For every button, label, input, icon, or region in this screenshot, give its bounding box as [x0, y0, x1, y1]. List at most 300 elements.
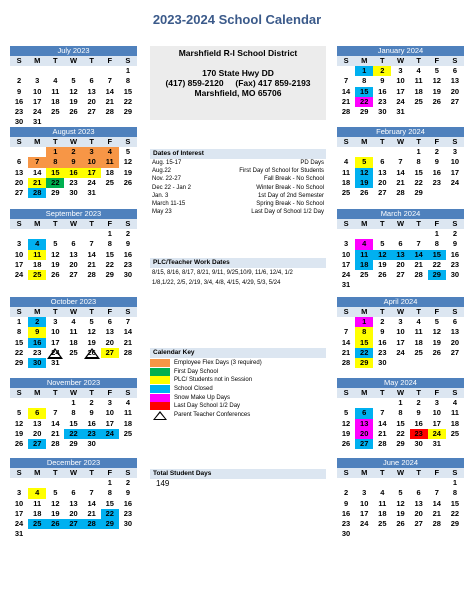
- weekday-header: S: [446, 468, 464, 478]
- weekday-header: T: [373, 307, 391, 317]
- empty-cell: [46, 478, 64, 488]
- day-cell: 24: [87, 177, 96, 187]
- day-cell: 23: [378, 347, 387, 357]
- day-cell: 4: [380, 488, 385, 498]
- weekday-header: T: [410, 468, 428, 478]
- day-cell: 30: [123, 518, 133, 528]
- event-description: Winter Break - No School: [256, 184, 324, 191]
- plc-dates-line-2: 1/8,1/22, 2/5, 2/19, 3/4, 4/8, 4/15, 4/29, 5/3, 5/24: [152, 280, 281, 286]
- day-cell: 22: [101, 509, 119, 519]
- month-april-2024: [337, 297, 464, 368]
- day-cell: 9: [125, 488, 130, 498]
- day-cell: 23: [432, 177, 441, 187]
- month-march-2024: [337, 209, 464, 290]
- day-cell: 10: [14, 498, 24, 508]
- empty-cell: [64, 66, 82, 76]
- day-cell: 12: [432, 76, 441, 86]
- day-cell: 2: [452, 229, 457, 239]
- calendar-title: 2023-2024 School Calendar: [152, 12, 322, 27]
- day-cell: 1: [416, 147, 421, 157]
- key-item: [150, 411, 326, 420]
- weekday-header: W: [64, 307, 82, 317]
- day-cell: 25: [28, 519, 46, 529]
- day-cell: 5: [16, 408, 22, 418]
- day-cell: 19: [51, 259, 60, 269]
- day-cell: 30: [378, 357, 387, 367]
- empty-cell: [355, 229, 373, 239]
- day-cell: 10: [341, 249, 351, 259]
- day-cell: 7: [416, 239, 421, 249]
- day-cell: 3: [83, 147, 101, 157]
- day-cell: 29: [414, 187, 423, 197]
- key-label: Parent Teacher Conferences: [174, 411, 251, 418]
- day-cell: 15: [69, 418, 78, 428]
- day-cell: 11: [33, 498, 42, 508]
- weekday-header: S: [119, 388, 137, 398]
- day-cell: 10: [360, 498, 369, 508]
- date-of-interest-row: [150, 175, 326, 183]
- day-cell: 29: [396, 438, 405, 448]
- event-description: First Day of School for Students: [239, 168, 324, 175]
- month-header: October 2023: [10, 297, 137, 307]
- day-cell: 25: [105, 177, 114, 187]
- day-cell: 15: [355, 338, 373, 348]
- day-cell: 11: [414, 76, 423, 86]
- date-of-interest-row: [150, 208, 326, 216]
- empty-cell: [355, 478, 373, 488]
- day-cell: 2: [64, 147, 82, 157]
- day-cell: 31: [33, 117, 42, 127]
- day-cell: 11: [378, 498, 387, 508]
- day-cell: 21: [87, 508, 96, 518]
- day-cell: 8: [125, 76, 130, 86]
- day-cell: 13: [87, 86, 96, 96]
- district-address: 170 State Hwy DD: [202, 68, 274, 78]
- day-cell: 4: [71, 317, 76, 327]
- empty-cell: [410, 478, 428, 488]
- weekday-header: S: [446, 56, 464, 66]
- day-cell: 18: [33, 508, 42, 518]
- day-cell: 18: [69, 337, 78, 347]
- day-cell: 20: [33, 428, 42, 438]
- day-cell: 9: [416, 408, 421, 418]
- day-cell: 23: [69, 177, 78, 187]
- day-cell: 14: [378, 418, 387, 428]
- month-january-2024: [337, 46, 464, 117]
- day-cell: 25: [28, 270, 46, 280]
- day-cell: 5: [125, 147, 130, 157]
- month-grid: [10, 388, 137, 449]
- weekday-header: S: [446, 307, 464, 317]
- day-cell: 28: [51, 438, 60, 448]
- day-cell: 31: [432, 438, 441, 448]
- weekday-header: S: [337, 56, 355, 66]
- day-cell: 17: [33, 96, 42, 106]
- day-cell: 20: [450, 86, 460, 96]
- day-cell: 28: [83, 519, 101, 529]
- day-cell: 11: [355, 250, 373, 260]
- day-cell: 19: [69, 96, 78, 106]
- day-cell: 20: [378, 177, 387, 187]
- day-cell: 22: [355, 97, 373, 107]
- day-cell: 24: [396, 347, 405, 357]
- weekday-header: S: [337, 219, 355, 229]
- weekday-header: T: [83, 219, 101, 229]
- day-cell: 4: [53, 76, 58, 86]
- day-cell: 4: [355, 239, 373, 249]
- day-cell: 17: [432, 418, 441, 428]
- day-cell: 1: [16, 317, 22, 327]
- day-cell: 26: [51, 269, 60, 279]
- empty-cell: [28, 398, 46, 408]
- month-header: February 2024: [337, 127, 464, 137]
- day-cell: 5: [380, 239, 385, 249]
- weekday-header: S: [119, 137, 137, 147]
- day-cell: 5: [71, 76, 76, 86]
- weekday-header: W: [64, 137, 82, 147]
- day-cell: 7: [343, 76, 349, 86]
- month-grid: [10, 219, 137, 280]
- day-cell: 14: [51, 418, 60, 428]
- day-cell: 26: [123, 177, 133, 187]
- weekday-header: T: [83, 56, 101, 66]
- day-cell: 9: [343, 498, 349, 508]
- weekday-header: S: [10, 219, 28, 229]
- day-cell: 9: [89, 408, 94, 418]
- color-swatch: [150, 394, 170, 402]
- day-cell: 19: [87, 337, 96, 347]
- weekday-header: S: [446, 388, 464, 398]
- day-cell: 14: [410, 250, 428, 260]
- day-cell: 16: [14, 96, 24, 106]
- day-cell: 15: [428, 250, 446, 260]
- day-cell: 16: [378, 86, 387, 96]
- day-cell: 10: [396, 327, 405, 337]
- month-grid: [337, 137, 464, 198]
- weekday-header: W: [64, 468, 82, 478]
- day-cell: 10: [396, 76, 405, 86]
- day-cell: 18: [414, 86, 423, 96]
- month-header: January 2024: [337, 46, 464, 56]
- day-cell: 20: [355, 429, 373, 439]
- day-cell: 14: [341, 86, 351, 96]
- dates-of-interest-header: Dates of Interest: [150, 149, 326, 159]
- day-cell: 22: [414, 177, 423, 187]
- weekday-header: M: [28, 56, 46, 66]
- empty-cell: [391, 478, 409, 488]
- month-grid: [10, 56, 137, 127]
- date-of-interest-row: [150, 167, 326, 175]
- day-cell: 11: [123, 408, 132, 418]
- day-cell: 14: [396, 167, 405, 177]
- day-cell: 18: [450, 418, 460, 428]
- date-of-interest-row: [150, 200, 326, 208]
- weekday-header: M: [355, 219, 373, 229]
- day-cell: 12: [87, 327, 96, 337]
- day-cell: 28: [341, 106, 351, 116]
- day-cell: 14: [123, 327, 133, 337]
- day-cell: 6: [71, 488, 76, 498]
- day-cell: 8: [71, 408, 76, 418]
- day-cell: 15: [14, 337, 24, 347]
- day-cell: 17: [105, 418, 114, 428]
- month-header: May 2024: [337, 378, 464, 388]
- day-cell: 17: [360, 508, 369, 518]
- weekday-header: F: [101, 388, 119, 398]
- day-cell: 1: [107, 478, 112, 488]
- day-cell: 1: [355, 317, 373, 327]
- district-info: [150, 46, 326, 120]
- day-cell: 29: [428, 270, 446, 280]
- total-header: Total Student Days: [150, 469, 326, 479]
- day-cell: 11: [28, 250, 46, 260]
- day-cell: 16: [87, 418, 96, 428]
- weekday-header: T: [46, 307, 64, 317]
- day-cell: 16: [378, 337, 387, 347]
- day-cell: 28: [123, 347, 133, 357]
- day-cell: 29: [360, 106, 369, 116]
- day-cell: 3: [362, 488, 367, 498]
- day-cell: 25: [414, 347, 423, 357]
- month-header: December 2023: [10, 458, 137, 468]
- day-cell: 26: [360, 187, 369, 197]
- day-cell: 30: [414, 438, 423, 448]
- calendar-key-header: Calendar Key: [150, 348, 326, 358]
- weekday-header: S: [337, 137, 355, 147]
- empty-cell: [46, 66, 64, 76]
- day-cell: 16: [450, 249, 460, 259]
- day-cell: 9: [64, 157, 82, 167]
- weekday-header: F: [101, 137, 119, 147]
- day-cell: 21: [341, 347, 351, 357]
- month-july-2023: [10, 46, 137, 127]
- day-cell: 12: [51, 249, 60, 259]
- day-cell: 24: [428, 429, 446, 439]
- day-cell: 19: [14, 428, 24, 438]
- weekday-header: W: [391, 307, 409, 317]
- day-cell: 25: [414, 96, 423, 106]
- day-cell: 16: [64, 168, 82, 178]
- day-cell: 18: [105, 167, 114, 177]
- weekday-header: T: [83, 468, 101, 478]
- empty-cell: [355, 398, 373, 408]
- day-cell: 12: [123, 157, 133, 167]
- day-cell: 7: [380, 408, 385, 418]
- weekday-header: T: [46, 388, 64, 398]
- empty-cell: [373, 147, 391, 157]
- day-cell: 30: [123, 269, 133, 279]
- day-cell: 4: [101, 147, 119, 157]
- month-october-2023: [10, 297, 137, 368]
- weekday-header: S: [10, 137, 28, 147]
- day-cell: 17: [396, 86, 405, 96]
- day-cell: 5: [343, 408, 349, 418]
- day-cell: 14: [341, 337, 351, 347]
- month-header: March 2024: [337, 209, 464, 219]
- day-cell: 4: [416, 66, 421, 76]
- month-header: July 2023: [10, 46, 137, 56]
- day-cell: 12: [355, 168, 373, 178]
- day-cell: 2: [380, 317, 385, 327]
- triangle-icon: [150, 411, 170, 419]
- weekday-header: M: [355, 388, 373, 398]
- empty-cell: [10, 229, 28, 239]
- weekday-header: S: [10, 56, 28, 66]
- month-august-2023: [10, 127, 137, 198]
- day-cell: 13: [450, 327, 460, 337]
- weekday-header: W: [391, 468, 409, 478]
- day-cell: 7: [89, 239, 94, 249]
- day-cell: 27: [355, 439, 373, 449]
- day-cell: 22: [450, 508, 460, 518]
- day-cell: 2: [125, 229, 130, 239]
- day-cell: 24: [341, 269, 351, 279]
- event-description: 1st Day of 2nd Semester: [257, 192, 324, 199]
- empty-cell: [373, 229, 391, 239]
- day-cell: 10: [83, 157, 101, 167]
- month-grid: [10, 468, 137, 539]
- month-grid: [10, 137, 137, 198]
- day-cell: 28: [432, 518, 441, 528]
- empty-cell: [337, 398, 355, 408]
- day-cell: 22: [105, 259, 114, 269]
- day-cell: 10: [450, 157, 460, 167]
- day-cell: 30: [378, 106, 387, 116]
- day-cell: 28: [378, 438, 387, 448]
- empty-cell: [46, 229, 64, 239]
- day-cell: 8: [107, 488, 112, 498]
- day-cell: 9: [16, 86, 22, 96]
- day-cell: 3: [53, 317, 58, 327]
- total-student-days: [150, 469, 326, 489]
- empty-cell: [337, 66, 355, 76]
- day-cell: 21: [378, 428, 387, 438]
- day-cell: 15: [105, 498, 114, 508]
- day-cell: 30: [87, 438, 96, 448]
- day-cell: 10: [33, 86, 42, 96]
- day-cell: 18: [51, 96, 60, 106]
- day-cell: 7: [398, 157, 403, 167]
- weekday-header: F: [428, 137, 446, 147]
- day-cell: 9: [125, 239, 130, 249]
- empty-cell: [337, 147, 355, 157]
- day-cell: 22: [123, 96, 133, 106]
- empty-cell: [101, 66, 119, 76]
- empty-cell: [83, 229, 101, 239]
- weekday-header: F: [428, 388, 446, 398]
- day-cell: 2: [343, 488, 349, 498]
- event-date: May 23: [152, 209, 172, 216]
- day-cell: 13: [105, 327, 114, 337]
- day-cell: 21: [414, 259, 423, 269]
- day-cell: 2: [434, 147, 439, 157]
- day-cell: 13: [69, 249, 78, 259]
- weekday-header: T: [410, 219, 428, 229]
- district-phone: (417) 859-2120 (Fax) 417 859-2193: [165, 78, 311, 88]
- weekday-header: S: [337, 468, 355, 478]
- day-cell: 15: [396, 418, 405, 428]
- day-cell: 15: [46, 168, 64, 178]
- empty-cell: [10, 147, 28, 157]
- day-cell: 12: [341, 418, 351, 428]
- day-cell: 22: [46, 178, 64, 188]
- day-cell: 26: [432, 96, 441, 106]
- empty-cell: [64, 478, 82, 488]
- color-swatch: [150, 368, 170, 376]
- day-cell: 12: [14, 418, 24, 428]
- day-cell: 20: [396, 259, 405, 269]
- day-cell: 18: [414, 337, 423, 347]
- weekday-header: T: [373, 388, 391, 398]
- weekday-header: T: [410, 307, 428, 317]
- day-cell: 6: [107, 317, 112, 327]
- day-cell: 13: [378, 167, 387, 177]
- day-cell: 25: [51, 106, 60, 116]
- day-cell: 2: [28, 317, 46, 327]
- weekday-header: M: [28, 137, 46, 147]
- empty-cell: [46, 398, 64, 408]
- day-cell: 17: [14, 259, 24, 269]
- day-cell: 19: [378, 259, 387, 269]
- day-cell: 27: [450, 347, 460, 357]
- day-cell: 26: [69, 106, 78, 116]
- day-cell: 30: [341, 529, 351, 539]
- month-header: August 2023: [10, 127, 137, 137]
- day-cell: 6: [355, 408, 373, 418]
- day-cell: 29: [355, 358, 373, 368]
- weekday-header: S: [337, 388, 355, 398]
- month-september-2023: [10, 209, 137, 280]
- weekday-header: T: [46, 137, 64, 147]
- weekday-header: W: [64, 388, 82, 398]
- day-cell: 7: [89, 488, 94, 498]
- weekday-header: W: [391, 56, 409, 66]
- day-cell: 30: [450, 269, 460, 279]
- day-cell: 14: [105, 86, 114, 96]
- day-cell: 9: [28, 327, 46, 337]
- day-cell: 16: [341, 508, 351, 518]
- empty-cell: [337, 229, 355, 239]
- weekday-header: T: [83, 137, 101, 147]
- plc-header: PLC/Teacher Work Dates: [150, 258, 326, 268]
- key-label: Employee Flex Days (3 required): [174, 360, 262, 367]
- day-cell: 27: [69, 269, 78, 279]
- calendar-key: [150, 348, 326, 419]
- day-cell: 15: [414, 167, 423, 177]
- day-cell: 26: [83, 348, 101, 358]
- day-cell: 29: [123, 106, 133, 116]
- day-cell: 22: [64, 429, 82, 439]
- day-cell: 15: [355, 87, 373, 97]
- day-cell: 27: [378, 187, 387, 197]
- empty-cell: [28, 229, 46, 239]
- day-cell: 17: [51, 337, 60, 347]
- weekday-header: M: [355, 468, 373, 478]
- month-grid: [337, 468, 464, 539]
- day-cell: 1: [71, 398, 76, 408]
- empty-cell: [428, 478, 446, 488]
- day-cell: 8: [107, 239, 112, 249]
- day-cell: 19: [396, 508, 405, 518]
- weekday-header: S: [10, 388, 28, 398]
- day-cell: 15: [450, 498, 460, 508]
- weekday-header: S: [119, 307, 137, 317]
- day-cell: 1: [452, 478, 457, 488]
- weekday-header: F: [101, 307, 119, 317]
- day-cell: 27: [101, 348, 119, 358]
- day-cell: 16: [28, 338, 46, 348]
- day-cell: 4: [452, 398, 457, 408]
